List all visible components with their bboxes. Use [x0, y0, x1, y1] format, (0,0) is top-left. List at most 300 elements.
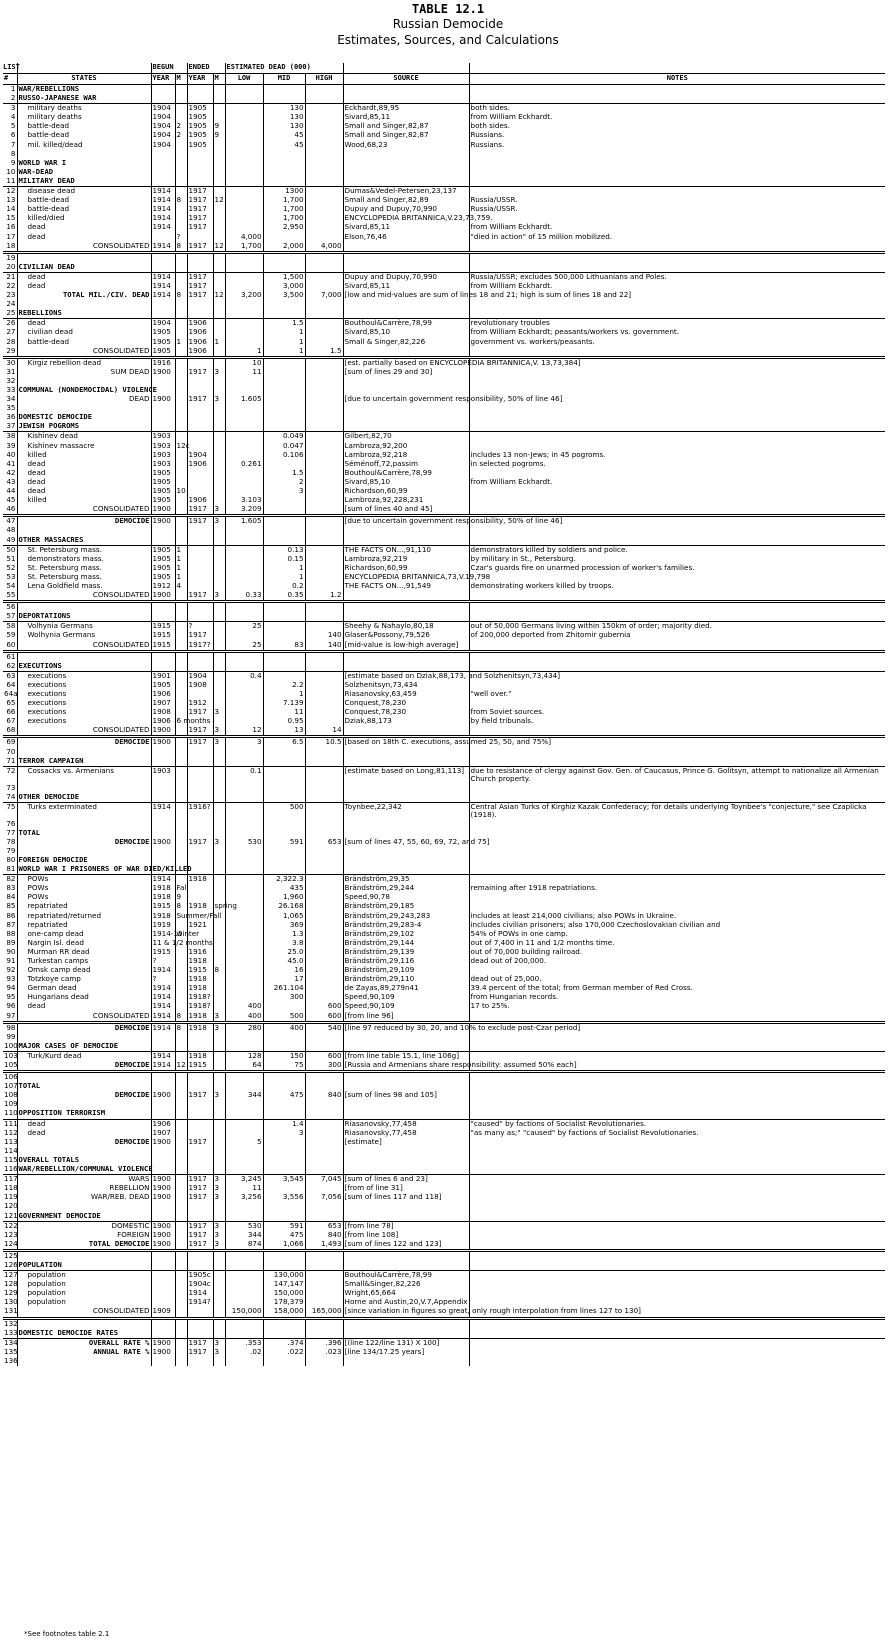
- low-cell: [225, 413, 263, 422]
- ended-year-cell: 1906: [187, 496, 213, 505]
- high-cell: 7,000: [305, 291, 343, 300]
- source-cell: [estimate based on Long,81,113]: [343, 766, 469, 783]
- notes-cell: [469, 784, 885, 793]
- begun-month-cell: [175, 793, 187, 803]
- low-cell: 5: [225, 1138, 263, 1147]
- low-cell: 1.605: [225, 395, 263, 404]
- notes-cell: Czar's guards fire on unarmed procession of worker's families.: [469, 564, 885, 573]
- row-number: 80: [6, 854, 16, 864]
- low-cell: [225, 1289, 263, 1298]
- ended-year-cell: [187, 526, 213, 535]
- begun-month-cell: 1: [175, 555, 187, 564]
- state-cell: St. Petersburg mass.: [17, 545, 151, 555]
- begun-month-cell: Summer/Fall: [176, 910, 222, 920]
- mid-cell: 400: [263, 1022, 305, 1033]
- state-cell: CIVILIAN DEAD: [17, 263, 151, 273]
- row-number: 76: [6, 818, 16, 828]
- source-cell: Brändström,29,116: [343, 957, 469, 966]
- mid-cell: [263, 395, 305, 404]
- begun-month-cell: 12c: [176, 440, 190, 450]
- mid-cell: 130: [263, 104, 305, 114]
- table-row: [3, 159, 885, 168]
- begun-year-cell: 1908: [151, 708, 175, 717]
- low-cell: [225, 1280, 263, 1289]
- table-row: [3, 168, 885, 177]
- state-cell: REBELLION: [17, 1184, 151, 1193]
- state-cell: POWs: [17, 893, 151, 902]
- high-cell: [305, 957, 343, 966]
- row-number: 87: [6, 919, 16, 929]
- table-row: [3, 875, 885, 885]
- table-row: [3, 536, 885, 546]
- ended-month-cell: [213, 413, 225, 422]
- source-cell: [sum of lines 29 and 30]: [343, 368, 469, 377]
- low-cell: [225, 300, 263, 309]
- table-row: [3, 505, 885, 516]
- mid-cell: 130: [263, 122, 305, 131]
- ended-month-cell: [213, 177, 225, 187]
- begun-month-cell: [175, 1129, 187, 1138]
- ended-month-cell: [213, 671, 225, 681]
- table-row: [3, 847, 885, 856]
- ended-year-cell: [187, 757, 213, 767]
- begun-year-cell: 1900: [151, 1221, 175, 1231]
- state-cell: CONSOLIDATED: [17, 242, 151, 253]
- mid-cell: 178,379: [263, 1298, 305, 1307]
- low-cell: [225, 984, 263, 993]
- high-cell: [305, 122, 343, 131]
- high-cell: [305, 921, 343, 930]
- ended-month-cell: [213, 272, 225, 282]
- row-number: 95: [6, 992, 16, 1002]
- source-cell: [343, 1042, 469, 1052]
- ended-header: ENDED: [187, 63, 225, 74]
- notes-cell: [469, 662, 885, 672]
- state-cell: Volhynia Germans: [17, 622, 151, 632]
- high-cell: [305, 141, 343, 150]
- state-cell: DEMOCIDE: [17, 1061, 151, 1072]
- notes-cell: [469, 757, 885, 767]
- ended-month-cell: [213, 690, 225, 699]
- high-cell: [305, 893, 343, 902]
- state-cell: DEMOCIDE: [17, 1022, 151, 1033]
- source-cell: Wright,65,664: [343, 1289, 469, 1298]
- source-cell: [from line 78]: [343, 1221, 469, 1231]
- state-cell: dead: [17, 1002, 151, 1011]
- begun-month-cell: [175, 681, 187, 690]
- source-cell: [343, 168, 469, 177]
- ended-month-cell: 3: [213, 368, 225, 377]
- source-cell: Brändström,29,244: [343, 884, 469, 893]
- begun-month-cell: 8: [175, 291, 187, 300]
- low-cell: [225, 150, 263, 159]
- high-cell: [305, 708, 343, 717]
- mid-cell: [263, 505, 305, 516]
- source-cell: Dumas&Vedel-Petersen,23,137: [343, 187, 469, 197]
- mid-cell: [263, 404, 305, 413]
- notes-cell: [469, 856, 885, 865]
- row-number: 4: [10, 112, 16, 122]
- begun-year-cell: 1905: [151, 545, 175, 555]
- begun-month-cell: [175, 94, 187, 104]
- mid-header: MID: [263, 74, 305, 85]
- high-cell: [305, 784, 343, 793]
- begun-month-cell: [175, 1271, 187, 1281]
- source-cell: [343, 793, 469, 803]
- row-number: 112: [4, 1127, 18, 1137]
- low-cell: [225, 757, 263, 767]
- begun-month-cell: [175, 386, 187, 395]
- high-cell: [305, 496, 343, 505]
- begun-month-cell: [175, 526, 187, 535]
- low-cell: [225, 681, 263, 690]
- source-cell: Lambroza,92,218: [343, 451, 469, 460]
- begun-year-cell: [151, 159, 175, 168]
- low-cell: [225, 975, 263, 984]
- ended-year-cell: [187, 1100, 213, 1109]
- notes-cell: includes at least 214,000 civilians; also POWs in Ukraine.: [469, 912, 885, 921]
- source-cell: [low and mid-values are sum of lines 18 and 21; high is sum of lines 18 and 22]: [344, 290, 632, 300]
- ended-year-cell: 1916: [187, 948, 213, 957]
- row-number: 78: [6, 836, 16, 846]
- row-number: 63: [3, 671, 17, 681]
- source-cell: Sivard,85,10: [343, 478, 469, 487]
- high-cell: [305, 94, 343, 104]
- source-cell: Brändström,29,185: [343, 902, 469, 911]
- source-cell: Gilbert,82,70: [343, 432, 469, 442]
- table-row: [3, 984, 885, 993]
- notes-cell: from William Eckhardt.: [469, 478, 885, 487]
- begun-year-cell: 1914: [151, 1022, 175, 1033]
- table-row: [3, 263, 885, 273]
- high-cell: [305, 413, 343, 422]
- state-cell: battle-dead: [17, 122, 151, 131]
- ended-month-cell: 3: [213, 591, 225, 602]
- table-row: [3, 404, 885, 413]
- ended-year-cell: [187, 404, 213, 413]
- state-cell: population: [17, 1289, 151, 1298]
- table-row: [3, 242, 885, 253]
- begun-year-cell: 1914: [151, 993, 175, 1002]
- notes-cell: from William Eckhardt.: [469, 223, 885, 232]
- high-cell: [305, 487, 343, 496]
- begun-year-cell: 1905: [151, 338, 175, 347]
- low-cell: [225, 1329, 263, 1339]
- low-cell: [225, 1318, 263, 1329]
- low-cell: [225, 309, 263, 319]
- ended-month-cell: 3: [213, 505, 225, 516]
- notes-cell: [469, 85, 885, 95]
- ended-year-cell: [187, 820, 213, 829]
- ended-year-cell: [187, 564, 213, 573]
- low-cell: 12: [225, 726, 263, 737]
- row-number: 71: [6, 755, 16, 765]
- begun-month-cell: 8: [175, 902, 187, 911]
- high-cell: [305, 309, 343, 319]
- notes-cell: dead out of 25,000.: [469, 975, 885, 984]
- begun-year-cell: 1907: [151, 1129, 175, 1138]
- begun-year-cell: [151, 1271, 175, 1281]
- ended-month-cell: [213, 94, 225, 104]
- mid-cell: 1.5: [263, 469, 305, 478]
- low-cell: [225, 545, 263, 555]
- begun-month-cell: [175, 766, 187, 783]
- table-row: [3, 113, 885, 122]
- begun-month-cell: [175, 1165, 187, 1175]
- begun-month-cell: [175, 413, 187, 422]
- ended-year-cell: 1917: [187, 1138, 213, 1147]
- begun-year-cell: 1915: [151, 641, 175, 652]
- low-cell: [225, 1202, 263, 1211]
- begun-month-cell: 1: [175, 338, 187, 347]
- begun-month-cell: 12: [175, 1061, 187, 1072]
- row-number: 15: [6, 213, 16, 223]
- ended-year-cell: [187, 1212, 213, 1222]
- low-cell: [225, 1261, 263, 1271]
- row-number: 41: [6, 458, 16, 468]
- table-row: [3, 214, 885, 223]
- row-number: 56: [6, 602, 16, 612]
- begun-year-cell: [151, 1042, 175, 1052]
- high-cell: [305, 1250, 343, 1261]
- table-row: [3, 272, 885, 282]
- table-row: [3, 1072, 885, 1083]
- begun-year-cell: 1915: [151, 902, 175, 911]
- ended-month-cell: 3: [213, 516, 225, 527]
- table-row: [3, 1318, 885, 1329]
- ended-month-cell: [213, 975, 225, 984]
- high-cell: [305, 187, 343, 197]
- state-cell: St. Petersburg mass.: [17, 573, 151, 582]
- state-cell: TERROR CAMPAIGN: [17, 757, 151, 767]
- state-cell: WAR/REB. DEAD: [17, 1193, 151, 1202]
- table-row: [3, 422, 885, 432]
- state-cell: RUSSO-JAPANESE WAR: [17, 94, 151, 104]
- begun-month-cell: 1: [175, 564, 187, 573]
- democide-table: [3, 63, 885, 1366]
- state-cell: CONSOLIDATED: [17, 1012, 151, 1023]
- notes-cell: from William Eckhardt.: [469, 282, 885, 291]
- table-row: [3, 187, 885, 197]
- low-cell: 530: [225, 1221, 263, 1231]
- ended-month-cell: [213, 1280, 225, 1289]
- begun-month-cell: [175, 748, 187, 757]
- mid-cell: 158,000: [263, 1307, 305, 1318]
- source-cell: [343, 377, 469, 386]
- state-cell: dead: [17, 460, 151, 469]
- state-cell: dead: [17, 469, 151, 478]
- table-row: [3, 699, 885, 708]
- high-cell: [305, 377, 343, 386]
- begun-year-cell: 1914: [151, 875, 175, 885]
- ended-year-cell: 1905: [187, 131, 213, 140]
- table-row: [3, 939, 885, 948]
- begun-month-cell: [175, 1119, 187, 1129]
- state-cell: Totzkoye camp: [17, 975, 151, 984]
- state-cell: killed: [17, 496, 151, 505]
- source-cell: Speed,90,78: [343, 893, 469, 902]
- state-cell: executions: [17, 681, 151, 690]
- table-row: [3, 1042, 885, 1052]
- row-number: 58: [3, 622, 17, 632]
- ended-year-cell: 1918: [187, 902, 213, 911]
- row-number: 26: [3, 319, 17, 329]
- state-cell: CONSOLIDATED: [17, 641, 151, 652]
- table-row: [3, 975, 885, 984]
- row-number: 8: [10, 148, 16, 158]
- notes-cell: [469, 505, 885, 516]
- begun-month-cell: [175, 272, 187, 282]
- row-number: 72: [3, 766, 17, 783]
- ended-month-cell: [213, 1329, 225, 1339]
- table-row: [3, 150, 885, 159]
- low-cell: [225, 113, 263, 122]
- row-number: 18: [3, 242, 17, 253]
- begun-month-cell: 2: [175, 122, 187, 131]
- state-cell: DEMOCIDE: [17, 1138, 151, 1147]
- begun-year-cell: 1904: [151, 319, 175, 329]
- table-row: [3, 141, 885, 150]
- ended-month-cell: [213, 602, 225, 613]
- source-cell: Sheehy & Nahaylo,80,18: [343, 622, 469, 632]
- begun-year-cell: 1900: [151, 516, 175, 527]
- low-cell: [225, 912, 263, 921]
- ended-year-cell: 1917?: [187, 641, 213, 652]
- low-cell: [225, 966, 263, 975]
- row-number: 113: [4, 1136, 18, 1146]
- mid-cell: 1,960: [263, 893, 305, 902]
- ended-year-cell: [187, 573, 213, 582]
- row-number: 126: [4, 1259, 18, 1269]
- low-cell: 400: [225, 1002, 263, 1011]
- table-row: [3, 612, 885, 622]
- begun-year-cell: [151, 404, 175, 413]
- mid-cell: 475: [263, 1091, 305, 1100]
- table-row: [3, 902, 885, 911]
- state-cell: CONSOLIDATED: [17, 591, 151, 602]
- high-cell: [305, 975, 343, 984]
- source-cell: [343, 1156, 469, 1165]
- low-cell: [225, 1033, 263, 1042]
- row-number: 123: [4, 1229, 18, 1239]
- begun-month-cell: [175, 168, 187, 177]
- source-cell: Richardson,60,99: [343, 564, 469, 573]
- ended-year-cell: 1917: [187, 1184, 213, 1193]
- source-cell: [343, 413, 469, 422]
- ended-year-cell: [187, 545, 213, 555]
- notes-cell: [469, 1100, 885, 1109]
- state-cell: Turk/Kurd dead: [17, 1051, 151, 1061]
- mid-cell: [263, 357, 305, 368]
- notes-cell: [469, 651, 885, 662]
- ended-month-cell: 9: [213, 131, 225, 140]
- begun-year-cell: 1914: [151, 272, 175, 282]
- mid-cell: 45: [263, 131, 305, 140]
- begun-month-cell: [175, 159, 187, 168]
- ended-month-cell: 3: [213, 1012, 225, 1023]
- begun-month-cell: [175, 1193, 187, 1202]
- notes-cell: [469, 793, 885, 803]
- begun-month-cell: [175, 1033, 187, 1042]
- begun-month-cell: [175, 214, 187, 223]
- high-cell: [305, 469, 343, 478]
- low-cell: 150,000: [225, 1307, 263, 1318]
- begun-month-cell: [175, 404, 187, 413]
- begun-month-cell: [175, 591, 187, 602]
- source-cell: [343, 1109, 469, 1119]
- source-cell: [(line 122/line 131) X 100]: [343, 1338, 469, 1348]
- low-cell: .353: [225, 1338, 263, 1348]
- high-cell: [305, 984, 343, 993]
- begun-month-cell: [175, 309, 187, 319]
- mid-cell: 16: [263, 966, 305, 975]
- begun-month-cell: [175, 1138, 187, 1147]
- row-number: 119: [4, 1192, 18, 1202]
- source-cell: THE FACTS ON...,91,549: [343, 582, 469, 591]
- low-cell: [225, 662, 263, 672]
- ended-month-cell: [213, 564, 225, 573]
- notes-cell: Russia/USSR; excludes 500,000 Lithuanians and Poles.: [469, 272, 885, 282]
- low-cell: [225, 564, 263, 573]
- mid-cell: 0.049: [263, 432, 305, 442]
- ended-month-cell: [213, 1072, 225, 1083]
- begun-month-cell: Fall: [176, 883, 189, 893]
- ended-month-cell: [213, 309, 225, 319]
- begun-year-cell: [151, 1250, 175, 1261]
- notes-cell: out of 7,400 in 11 and 1/2 months time.: [469, 939, 885, 948]
- state-cell: population: [17, 1280, 151, 1289]
- begun-month-cell: [175, 1289, 187, 1298]
- row-number: 35: [6, 403, 16, 413]
- ended-month-cell: 3: [213, 708, 225, 717]
- begun-month-cell: 8: [175, 1012, 187, 1023]
- high-cell: [305, 422, 343, 432]
- state-cell: Kishinev dead: [17, 432, 151, 442]
- row-number: 55: [3, 591, 17, 602]
- begun-month-cell: [175, 1348, 187, 1357]
- begun-month-cell: [175, 1072, 187, 1083]
- row-number: 94: [6, 983, 16, 993]
- low-cell: [225, 847, 263, 856]
- state-cell: dead: [17, 233, 151, 242]
- high-cell: [305, 1261, 343, 1271]
- begun-year-cell: 1914: [151, 1051, 175, 1061]
- notes-cell: out of 50,000 Germans living within 150km of order; majority died.: [469, 622, 885, 632]
- notes-cell: [469, 1193, 885, 1202]
- source-cell: [343, 85, 469, 95]
- high-cell: [305, 432, 343, 442]
- row-number: 38: [3, 432, 17, 442]
- mid-cell: [263, 377, 305, 386]
- notes-cell: [469, 536, 885, 546]
- begun-month-cell: [175, 104, 187, 114]
- row-number: 121: [4, 1210, 18, 1220]
- high-cell: [305, 1156, 343, 1165]
- high-cell: [305, 948, 343, 957]
- low-cell: [225, 422, 263, 432]
- state-cell: FOREIGN DEMOCIDE: [17, 856, 151, 865]
- ended-year-cell: ?: [187, 622, 213, 632]
- begun-year-cell: [151, 793, 175, 803]
- source-cell: [est. partially based on ENCYCLOPEDIA BRITANNICA,V. 13,73,384]: [344, 357, 581, 367]
- low-cell: 280: [225, 1022, 263, 1033]
- ended-year-cell: [187, 602, 213, 613]
- ended-month-cell: [213, 442, 225, 451]
- notes-cell: [469, 1156, 885, 1165]
- state-cell: DOMESTIC DEMOCIDE: [17, 413, 151, 422]
- ended-month-cell: 9: [213, 122, 225, 131]
- row-number: 128: [4, 1279, 18, 1289]
